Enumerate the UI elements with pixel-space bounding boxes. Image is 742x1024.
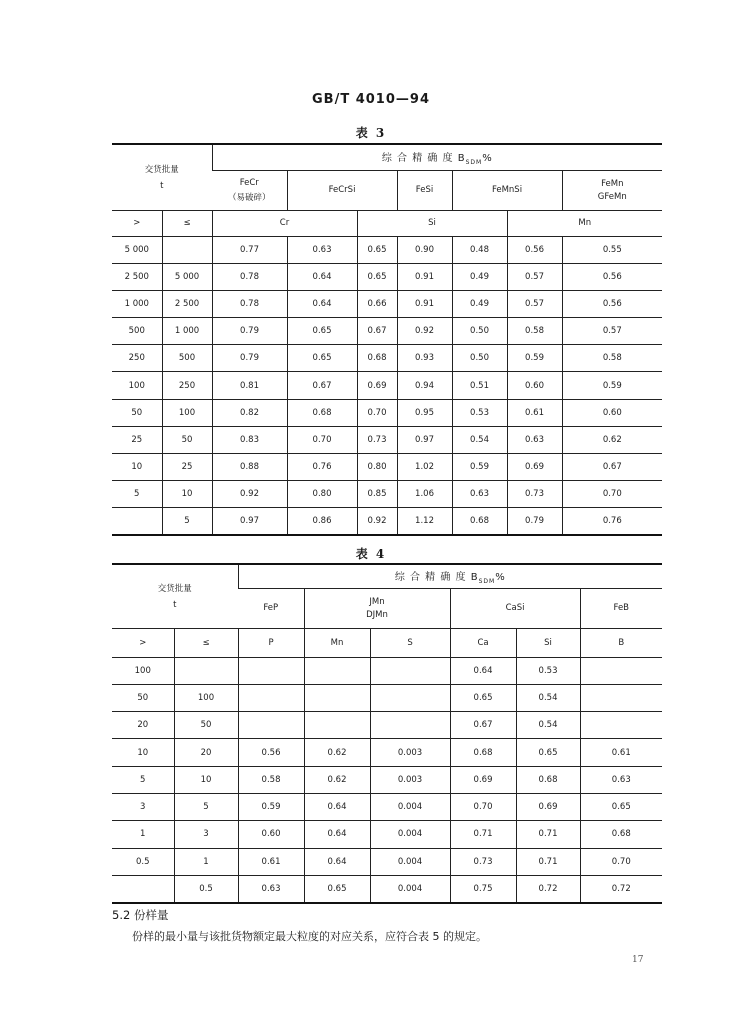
- table-cell: 0.67: [562, 454, 662, 481]
- table-cell: 0.72: [516, 875, 580, 902]
- table-cell: 100: [112, 657, 174, 684]
- table-cell: [238, 712, 304, 739]
- table-cell: 0.63: [238, 875, 304, 902]
- section-body: 份样的最小量与该批货物额定最大粒度的对应关系，应符合表 5 的规定。: [132, 930, 487, 943]
- table-cell: 0.79: [212, 318, 287, 345]
- table-cell: 0.68: [452, 508, 507, 535]
- table-cell: 0.71: [516, 848, 580, 875]
- table-cell: 3: [112, 793, 174, 820]
- table-cell: 0.003: [370, 766, 450, 793]
- table-cell: 0.65: [287, 318, 357, 345]
- table-cell: 0.68: [450, 739, 516, 766]
- table-cell: 10: [162, 481, 212, 508]
- table-cell: 25: [162, 454, 212, 481]
- table-cell: 0.79: [507, 508, 562, 535]
- table4-gt: >: [112, 628, 174, 657]
- table-cell: 0.88: [212, 454, 287, 481]
- table-cell: 0.80: [287, 481, 357, 508]
- table-cell: 0.59: [452, 454, 507, 481]
- table-cell: 0.95: [397, 399, 452, 426]
- table-cell: 0.60: [562, 399, 662, 426]
- table3-alloy-femn: FeMn GFeMn: [562, 170, 662, 210]
- table-cell: 100: [112, 372, 162, 399]
- table-cell: 0.70: [562, 481, 662, 508]
- table-cell: 0.50: [452, 318, 507, 345]
- table4-caption: 表 4: [355, 547, 387, 561]
- table-cell: 0.73: [450, 848, 516, 875]
- table-cell: 0.70: [357, 399, 397, 426]
- table-cell: 0.004: [370, 848, 450, 875]
- table-cell: 0.56: [238, 739, 304, 766]
- table-cell: 0.85: [357, 481, 397, 508]
- table-cell: 0.71: [450, 821, 516, 848]
- table-cell: [580, 712, 662, 739]
- table-cell: 0.90: [397, 236, 452, 263]
- table-cell: 0.68: [516, 766, 580, 793]
- table-cell: 0.73: [507, 481, 562, 508]
- table-row: [112, 508, 662, 535]
- table4-alloy-feb: FeB: [580, 588, 662, 628]
- table-row: [112, 399, 662, 426]
- table-row: [112, 739, 662, 766]
- table-cell: 0.64: [304, 821, 370, 848]
- table-cell: 0.004: [370, 793, 450, 820]
- table-cell: 250: [162, 372, 212, 399]
- table-cell: 500: [112, 318, 162, 345]
- table-cell: 0.68: [357, 345, 397, 372]
- table-cell: 0.54: [452, 426, 507, 453]
- table-cell: 100: [162, 399, 212, 426]
- table-cell: 0.65: [450, 684, 516, 711]
- table4-alloy-fep: FeP: [238, 588, 304, 628]
- table-row: [112, 454, 662, 481]
- table-cell: 0.004: [370, 821, 450, 848]
- table-cell: 0.65: [287, 345, 357, 372]
- table-cell: 0.82: [212, 399, 287, 426]
- table-cell: 0.59: [562, 372, 662, 399]
- table-cell: 0.004: [370, 875, 450, 902]
- table-cell: [580, 684, 662, 711]
- table-cell: 2 500: [162, 290, 212, 317]
- table-cell: 0.63: [287, 236, 357, 263]
- table-cell: [238, 657, 304, 684]
- table-cell: 0.65: [516, 739, 580, 766]
- table4-alloy-jmn: JMn DJMn: [304, 588, 450, 628]
- table-cell: 0.68: [580, 821, 662, 848]
- table-cell: 0.65: [580, 793, 662, 820]
- table-row: [112, 793, 662, 820]
- table-cell: 0.65: [357, 263, 397, 290]
- table-row: [112, 821, 662, 848]
- table-cell: 0.62: [304, 739, 370, 766]
- table-cell: 100: [174, 684, 238, 711]
- table-cell: 0.58: [507, 318, 562, 345]
- table-cell: [370, 684, 450, 711]
- table3-alloy-femnsi: FeMnSi: [452, 170, 562, 210]
- table-row: [112, 372, 662, 399]
- table4-precision-header: 综 合 精 确 度 $B_{SDM}\%$: [238, 564, 662, 588]
- table-cell: 0.54: [516, 712, 580, 739]
- table-cell: 0.59: [238, 793, 304, 820]
- table-cell: [304, 657, 370, 684]
- table4-alloy-casi: CaSi: [450, 588, 580, 628]
- table3-precision-header: 综 合 精 确 度 $B_{SDM}\%$: [212, 144, 662, 170]
- table-row: [112, 712, 662, 739]
- table-cell: [174, 657, 238, 684]
- table4-element-ca: Ca: [450, 628, 516, 657]
- table3-element-si: Si: [357, 210, 507, 236]
- table-cell: [112, 875, 174, 902]
- table-cell: 0.75: [450, 875, 516, 902]
- table-cell: 0.66: [357, 290, 397, 317]
- table-cell: 0.97: [212, 508, 287, 535]
- table3-le: ≤: [162, 210, 212, 236]
- table-cell: [370, 657, 450, 684]
- table-cell: 5 000: [162, 263, 212, 290]
- table-cell: 0.64: [287, 263, 357, 290]
- table-cell: 0.69: [357, 372, 397, 399]
- table-cell: 5: [112, 481, 162, 508]
- table3-alloy-fecrsi: FeCrSi: [287, 170, 397, 210]
- table-row: [112, 236, 662, 263]
- table-cell: 0.5: [174, 875, 238, 902]
- table-cell: 0.58: [562, 345, 662, 372]
- table-cell: 0.56: [562, 263, 662, 290]
- table-cell: 25: [112, 426, 162, 453]
- table-cell: 0.59: [507, 345, 562, 372]
- table-cell: 1.12: [397, 508, 452, 535]
- table-cell: 0.76: [562, 508, 662, 535]
- table-cell: 0.64: [287, 290, 357, 317]
- table-cell: 1.02: [397, 454, 452, 481]
- table-row: [112, 345, 662, 372]
- table-cell: 0.73: [357, 426, 397, 453]
- standard-header: GB/T 4010—94: [312, 92, 430, 107]
- table-cell: 0.67: [450, 712, 516, 739]
- table-cell: 0.97: [397, 426, 452, 453]
- table-cell: 0.63: [580, 766, 662, 793]
- table-row: [112, 263, 662, 290]
- table-cell: 0.53: [452, 399, 507, 426]
- table-cell: 0.5: [112, 848, 174, 875]
- table-cell: 0.93: [397, 345, 452, 372]
- table-cell: 0.70: [450, 793, 516, 820]
- table-cell: 0.49: [452, 290, 507, 317]
- table-cell: 0.72: [580, 875, 662, 902]
- table3-alloy-fesi: FeSi: [397, 170, 452, 210]
- table-cell: 0.61: [238, 848, 304, 875]
- table-row: [112, 318, 662, 345]
- table3-caption: 表 3: [355, 126, 387, 140]
- table-cell: 0.67: [287, 372, 357, 399]
- table-cell: 0.79: [212, 345, 287, 372]
- table-cell: 0.57: [507, 290, 562, 317]
- table-cell: 1.06: [397, 481, 452, 508]
- table-cell: 0.62: [304, 766, 370, 793]
- table-cell: 0.61: [580, 739, 662, 766]
- page-number: 17: [632, 955, 644, 965]
- table-cell: 0.64: [450, 657, 516, 684]
- table-cell: 3: [174, 821, 238, 848]
- table3: [112, 143, 662, 536]
- table-cell: 0.54: [516, 684, 580, 711]
- table-cell: 0.56: [562, 290, 662, 317]
- table-cell: 0.80: [357, 454, 397, 481]
- table-cell: [370, 712, 450, 739]
- table-cell: 0.63: [452, 481, 507, 508]
- table-row: [112, 657, 662, 684]
- table-cell: 0.53: [516, 657, 580, 684]
- table-cell: 0.65: [304, 875, 370, 902]
- table-cell: 1: [112, 821, 174, 848]
- table4-batch-header: 交货批量 t: [112, 564, 238, 628]
- table-cell: 0.69: [507, 454, 562, 481]
- table-cell: 0.60: [507, 372, 562, 399]
- table-row: [112, 848, 662, 875]
- section-heading: 5.2 份样量: [112, 908, 169, 922]
- table-row: [112, 481, 662, 508]
- table-cell: 0.78: [212, 290, 287, 317]
- table-cell: 50: [174, 712, 238, 739]
- table-cell: 5 000: [112, 236, 162, 263]
- table-cell: 0.50: [452, 345, 507, 372]
- table-cell: 0.69: [450, 766, 516, 793]
- table-cell: 0.63: [507, 426, 562, 453]
- table3-gt: >: [112, 210, 162, 236]
- table-row: [112, 766, 662, 793]
- table-cell: 0.69: [516, 793, 580, 820]
- table-cell: 2 500: [112, 263, 162, 290]
- table-cell: [112, 508, 162, 535]
- table-cell: 20: [174, 739, 238, 766]
- table-cell: 0.91: [397, 290, 452, 317]
- table-cell: 0.70: [580, 848, 662, 875]
- table-cell: 0.92: [357, 508, 397, 535]
- table-cell: 0.61: [507, 399, 562, 426]
- table-cell: 20: [112, 712, 174, 739]
- table-cell: 0.57: [507, 263, 562, 290]
- table4-element-p: P: [238, 628, 304, 657]
- table-row: [112, 875, 662, 902]
- table-cell: 10: [112, 739, 174, 766]
- table-cell: 0.81: [212, 372, 287, 399]
- table4-element-s: S: [370, 628, 450, 657]
- table-cell: 0.78: [212, 263, 287, 290]
- table-cell: 50: [112, 684, 174, 711]
- table-cell: 0.92: [397, 318, 452, 345]
- table3-element-mn: Mn: [507, 210, 662, 236]
- table-cell: 5: [174, 793, 238, 820]
- table-cell: 0.70: [287, 426, 357, 453]
- table-cell: 1: [174, 848, 238, 875]
- table-cell: 1 000: [112, 290, 162, 317]
- table-cell: 0.67: [357, 318, 397, 345]
- table-cell: [580, 657, 662, 684]
- table-cell: 1 000: [162, 318, 212, 345]
- table3-batch-header: 交货批量 t: [112, 144, 212, 210]
- table-row: [112, 426, 662, 453]
- table-cell: [238, 684, 304, 711]
- table-cell: 250: [112, 345, 162, 372]
- table4-element-b: B: [580, 628, 662, 657]
- table-cell: 0.71: [516, 821, 580, 848]
- table-row: [112, 684, 662, 711]
- table-cell: 0.64: [304, 793, 370, 820]
- table-cell: [304, 684, 370, 711]
- table-cell: [162, 236, 212, 263]
- table-cell: 50: [162, 426, 212, 453]
- table3-alloy-fecr: FeCr （易破碎）: [212, 170, 287, 210]
- table-cell: 0.76: [287, 454, 357, 481]
- table-cell: 5: [162, 508, 212, 535]
- table-cell: 0.64: [304, 848, 370, 875]
- table-row: [112, 290, 662, 317]
- table4-element-mn: Mn: [304, 628, 370, 657]
- table-cell: 0.65: [357, 236, 397, 263]
- table-cell: 0.77: [212, 236, 287, 263]
- table-cell: 0.57: [562, 318, 662, 345]
- table-cell: 0.86: [287, 508, 357, 535]
- table-cell: 0.62: [562, 426, 662, 453]
- table4-element-si: Si: [516, 628, 580, 657]
- table-cell: 50: [112, 399, 162, 426]
- table-cell: 0.51: [452, 372, 507, 399]
- table4-le: ≤: [174, 628, 238, 657]
- table-cell: 500: [162, 345, 212, 372]
- table-cell: 10: [174, 766, 238, 793]
- table-cell: 0.68: [287, 399, 357, 426]
- table-cell: 0.94: [397, 372, 452, 399]
- table-cell: 0.92: [212, 481, 287, 508]
- table-cell: 0.58: [238, 766, 304, 793]
- table-cell: 0.83: [212, 426, 287, 453]
- table-cell: [304, 712, 370, 739]
- table-cell: 0.60: [238, 821, 304, 848]
- table-cell: 0.55: [562, 236, 662, 263]
- table-cell: 0.49: [452, 263, 507, 290]
- table-cell: 0.56: [507, 236, 562, 263]
- table-cell: 0.48: [452, 236, 507, 263]
- table-cell: 10: [112, 454, 162, 481]
- table3-element-cr: Cr: [212, 210, 357, 236]
- table-cell: 5: [112, 766, 174, 793]
- table4: [112, 563, 662, 904]
- table-cell: 0.003: [370, 739, 450, 766]
- table-cell: 0.91: [397, 263, 452, 290]
